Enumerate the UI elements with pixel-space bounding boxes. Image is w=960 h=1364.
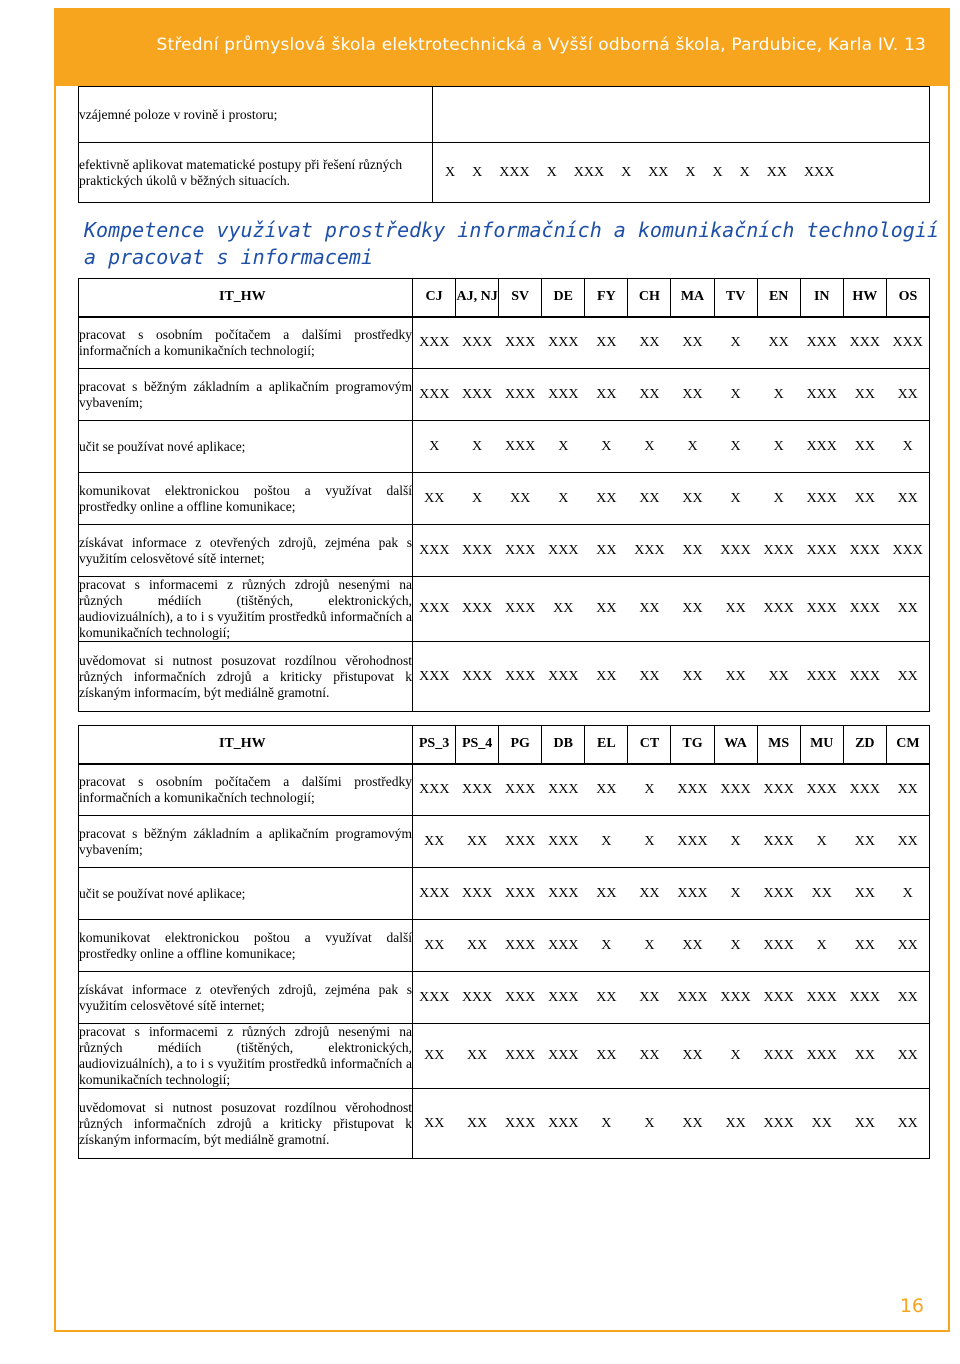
table-cell-value: XX — [456, 816, 499, 868]
table-cell-value: X — [472, 164, 483, 180]
table-cell-value: XXX — [499, 577, 542, 642]
table-cell-value: XXX — [413, 369, 456, 421]
competence-description: vzájemné poloze v rovině i prostoru; — [79, 87, 433, 143]
table-cell-value: XX — [886, 920, 929, 972]
table-cell-value: XX — [843, 369, 886, 421]
table-cell-value: XXX — [542, 972, 585, 1024]
table-cell-value: XX — [843, 1024, 886, 1089]
column-header: FY — [585, 279, 628, 317]
table-header-row — [79, 726, 930, 764]
column-header: MS — [757, 726, 800, 764]
table-cell-value: XXX — [499, 317, 542, 369]
table-cell-value: XX — [800, 1089, 843, 1159]
table-header-row — [79, 279, 930, 317]
table-cell-value: XX — [671, 642, 714, 712]
column-header: TG — [671, 726, 714, 764]
table-cell-value: XXX — [714, 972, 757, 1024]
table-cell-value: XXX — [542, 642, 585, 712]
table-cell-value: XX — [886, 473, 929, 525]
school-name-header: Střední průmyslová škola elektrotechnická a Vyšší odborná škola, Pardubice, Karla IV. 13 — [156, 35, 926, 55]
table-row — [79, 317, 930, 369]
table-cell-value: X — [886, 868, 929, 920]
table-cell-value: XXX — [456, 577, 499, 642]
table-cell-value: XX — [843, 421, 886, 473]
table-cell-value: XXX — [456, 317, 499, 369]
table-cell-value: XXX — [714, 525, 757, 577]
table-cell-value: XX — [413, 1024, 456, 1089]
table-cell-value: XXX — [456, 764, 499, 816]
table-row — [79, 143, 930, 203]
table-cell-value: XX — [886, 1024, 929, 1089]
table-cell-value: XXX — [413, 577, 456, 642]
table-cell-value: XXX — [499, 868, 542, 920]
table-cell-value: XX — [413, 473, 456, 525]
table-cell-value: XXX — [843, 642, 886, 712]
column-header: CT — [628, 726, 671, 764]
competence-description: pracovat s osobním počítačem a dalšími prostředky informačních a komunikačních technologií; — [79, 764, 413, 816]
table-cell-value: XX — [757, 317, 800, 369]
competence-description: komunikovat elektronickou poštou a využívat další prostředky online a offline komunikace; — [79, 920, 413, 972]
competence-description: uvědomovat si nutnost posuzovat rozdílnou věrohodnost různých informačních zdrojů a kriticky přistupovat k získaným informacím, být mediálně gramotní. — [79, 1089, 413, 1159]
table-cell-value: XX — [585, 577, 628, 642]
table-cell-value: XX — [843, 473, 886, 525]
table-cell-value: XXX — [542, 317, 585, 369]
table-cell-value: XXX — [413, 317, 456, 369]
column-header: CH — [628, 279, 671, 317]
table-cell-value: XX — [671, 317, 714, 369]
competence-description: efektivně aplikovat matematické postupy při řešení různých praktických úkolů v běžných situacích. — [79, 143, 433, 203]
table-cell-value: XX — [413, 1089, 456, 1159]
table-cell-value: XX — [843, 868, 886, 920]
table-cell-value: X — [739, 164, 750, 180]
competence-description: uvědomovat si nutnost posuzovat rozdílnou věrohodnost různých informačních zdrojů a kriticky přistupovat k získaným informacím, být mediálně gramotní. — [79, 642, 413, 712]
table-cell-value: XXX — [843, 317, 886, 369]
table-cell-value: X — [671, 421, 714, 473]
table-cell-value: XX — [714, 642, 757, 712]
table-cell-value: XXX — [843, 972, 886, 1024]
table-cell-value: X — [621, 164, 632, 180]
table-cell-value: XXX — [542, 525, 585, 577]
table-cell-value: XXX — [456, 972, 499, 1024]
table-cell-value: XXX — [757, 1024, 800, 1089]
table-cell-value: XX — [671, 369, 714, 421]
table-cell-value: XXX — [800, 764, 843, 816]
table-cell-value: XXX — [800, 525, 843, 577]
column-header: PS_3 — [413, 726, 456, 764]
table-cell-value: XXX — [671, 972, 714, 1024]
table-cell-value: XX — [585, 1024, 628, 1089]
table-cell-value: XXX — [542, 816, 585, 868]
table-cell-value: XX — [714, 1089, 757, 1159]
table-cell-value: XX — [456, 1024, 499, 1089]
table-cell-value: X — [585, 1089, 628, 1159]
table-cell-value: XXX — [499, 972, 542, 1024]
table-row — [79, 577, 930, 642]
column-header: SV — [499, 279, 542, 317]
column-header: DE — [542, 279, 585, 317]
table-cell-value: X — [800, 920, 843, 972]
table-cell-value: XX — [843, 920, 886, 972]
table-cell-value: XX — [628, 473, 671, 525]
competence-description: pracovat s běžným základním a aplikačním programovým vybavením; — [79, 816, 413, 868]
table-cell-value: XXX — [499, 920, 542, 972]
table-cell-value: XX — [886, 577, 929, 642]
table-cell-value: X — [628, 920, 671, 972]
table-cell-value: XXX — [499, 1089, 542, 1159]
table-cell-value: XXX — [542, 1089, 585, 1159]
table-cell-value: X — [628, 764, 671, 816]
table-cell-value: XX — [757, 642, 800, 712]
table-cell-value: XX — [585, 317, 628, 369]
table-cell-value: X — [714, 816, 757, 868]
value-strip — [433, 143, 930, 203]
table-cell-value: XX — [671, 920, 714, 972]
table-cell-value: XXX — [800, 1024, 843, 1089]
table-cell-value: XX — [499, 473, 542, 525]
table-cell-value: XXX — [413, 642, 456, 712]
table-header-label: IT_HW — [79, 726, 413, 764]
table-cell-value: XX — [671, 577, 714, 642]
table-cell-value: XX — [585, 525, 628, 577]
table-cell-value: XX — [585, 642, 628, 712]
competence-description: pracovat s osobním počítačem a dalšími prostředky informačních a komunikačních technologií; — [79, 317, 413, 369]
column-header: WA — [714, 726, 757, 764]
competence-description: učit se používat nové aplikace; — [79, 421, 413, 473]
table-cell-value: XX — [585, 764, 628, 816]
table-cell-value: X — [757, 369, 800, 421]
table-cell-value: XXX — [886, 525, 929, 577]
table-cell-value: XX — [886, 642, 929, 712]
column-header: CM — [886, 726, 929, 764]
table-cell-value: X — [714, 421, 757, 473]
page-number: 16 — [899, 1295, 924, 1317]
table-cell-value: XXX — [542, 920, 585, 972]
table-cell-value: X — [542, 473, 585, 525]
table-cell-value: XX — [456, 1089, 499, 1159]
table-cell-value: XXX — [499, 816, 542, 868]
table-cell-value: X — [757, 473, 800, 525]
table-row — [79, 1089, 930, 1159]
table-cell-value: XXX — [499, 764, 542, 816]
table-cell-value: XX — [628, 868, 671, 920]
table-cell-value: XXX — [757, 525, 800, 577]
table-cell-value: XXX — [573, 164, 605, 180]
table-cell-value: XXX — [800, 642, 843, 712]
table-cell-value: X — [542, 421, 585, 473]
table-cell-value: XXX — [757, 764, 800, 816]
column-header: EN — [757, 279, 800, 317]
table-cell-value: XXX — [757, 920, 800, 972]
table-cell-value: XX — [628, 642, 671, 712]
column-header: MU — [800, 726, 843, 764]
table-cell-value: XX — [886, 1089, 929, 1159]
table-cell-value: X — [628, 1089, 671, 1159]
competence-table-2 — [78, 725, 930, 1159]
table-cell-value: XXX — [804, 164, 835, 180]
section-heading-line2: a pracovat s informacemi — [84, 245, 373, 269]
table-cell-value: XXX — [413, 972, 456, 1024]
continued-table — [78, 86, 930, 203]
table-row — [79, 972, 930, 1024]
table-cell-value: XX — [413, 816, 456, 868]
table-cell-value: X — [585, 920, 628, 972]
table-cell-value: X — [628, 816, 671, 868]
table-row — [79, 764, 930, 816]
table-cell-value: XX — [843, 816, 886, 868]
table-cell-value: X — [585, 816, 628, 868]
table-row — [79, 369, 930, 421]
table-cell-value: XXX — [542, 764, 585, 816]
table-cell-value: XXX — [413, 525, 456, 577]
table-cell-value: XX — [766, 164, 788, 180]
table-cell-value: XX — [800, 868, 843, 920]
table-cell-value: XXX — [671, 764, 714, 816]
table-cell-value: XXX — [542, 369, 585, 421]
table-cell-value: XXX — [499, 1024, 542, 1089]
table-cell-value: X — [886, 421, 929, 473]
table-cell-value: XXX — [800, 317, 843, 369]
table-cell-value: XXX — [456, 868, 499, 920]
table-cell-value: X — [585, 421, 628, 473]
table-cell-value: XXX — [456, 369, 499, 421]
table-cell-value: X — [456, 421, 499, 473]
table-cell-value: XX — [671, 473, 714, 525]
table-row — [79, 421, 930, 473]
column-header: PS_4 — [456, 726, 499, 764]
table-cell-value: XX — [671, 1089, 714, 1159]
table-cell-value: XXX — [628, 525, 671, 577]
column-header: OS — [886, 279, 929, 317]
column-header: MA — [671, 279, 714, 317]
table-cell-value: XX — [413, 920, 456, 972]
table-row — [79, 1024, 930, 1089]
table-row — [79, 87, 930, 143]
table-cell-value: XXX — [843, 525, 886, 577]
column-header: HW — [843, 279, 886, 317]
table-cell-value: XXX — [714, 764, 757, 816]
section-heading-line1: Kompetence využívat prostředky informačních a komunikačních technologií — [84, 218, 939, 242]
table-cell-value: X — [714, 473, 757, 525]
competence-description: učit se používat nové aplikace; — [79, 868, 413, 920]
table-cell-value: XXX — [843, 577, 886, 642]
table-cell-value: XX — [886, 816, 929, 868]
table-cell-value: XXX — [413, 868, 456, 920]
table-cell-value: XXX — [843, 764, 886, 816]
table-cell-value: XX — [585, 369, 628, 421]
competence-description: získávat informace z otevřených zdrojů, zejména pak s využitím celosvětové sítě internet; — [79, 972, 413, 1024]
table-header-label: IT_HW — [79, 279, 413, 317]
table-cell-value: XX — [714, 577, 757, 642]
competence-table-1 — [78, 278, 930, 712]
table-cell-value: XXX — [456, 642, 499, 712]
table-cell-value: XX — [628, 972, 671, 1024]
table-cell-value: X — [714, 920, 757, 972]
table-cell-value: X — [757, 421, 800, 473]
table-cell-value: XXX — [413, 764, 456, 816]
table-cell-value: X — [714, 868, 757, 920]
competence-description: získávat informace z otevřených zdrojů, zejména pak s využitím celosvětové sítě internet; — [79, 525, 413, 577]
table-cell-value: XX — [628, 317, 671, 369]
table-cell-value: XX — [585, 868, 628, 920]
competence-description: pracovat s informacemi z různých zdrojů nesenými na různých médiích (tištěných, elektronických, audiovizuálních), a to i s využitím prostředků informačních a komunikačních technologií; — [79, 1024, 412, 1087]
table-row — [79, 525, 930, 577]
table-cell-value: X — [456, 473, 499, 525]
table-cell-value: X — [546, 164, 557, 180]
table-cell-value: XXX — [671, 868, 714, 920]
table-cell-value: XX — [843, 1089, 886, 1159]
table-cell-value: XXX — [757, 972, 800, 1024]
column-header: EL — [585, 726, 628, 764]
table-cell-value: XX — [628, 1024, 671, 1089]
empty-cell — [433, 87, 930, 143]
table-cell-value: XX — [671, 525, 714, 577]
table-row — [79, 816, 930, 868]
table-cell-value: XX — [648, 164, 669, 180]
table-cell-value: XXX — [499, 421, 542, 473]
table-cell-value: XXX — [757, 577, 800, 642]
table-cell-value: XXX — [800, 369, 843, 421]
table-row — [79, 473, 930, 525]
table-cell-value: XXX — [671, 816, 714, 868]
table-cell-value: XXX — [886, 317, 929, 369]
table-cell-value: XX — [585, 473, 628, 525]
table-row — [79, 920, 930, 972]
table-cell-value: XX — [542, 577, 585, 642]
table-cell-value: XXX — [499, 369, 542, 421]
column-header: DB — [542, 726, 585, 764]
table-cell-value: XXX — [800, 972, 843, 1024]
competence-description: pracovat s informacemi z různých zdrojů nesenými na různých médiích (tištěných, elektronických, audiovizuálních), a to i s využitím prostředků informačních a komunikačních technologií; — [79, 577, 412, 640]
table-cell-value: XXX — [800, 473, 843, 525]
table-cell-value: X — [685, 164, 696, 180]
table-cell-value: XXX — [542, 1024, 585, 1089]
table-cell-value: XXX — [499, 164, 530, 180]
column-header: PG — [499, 726, 542, 764]
table-cell-value: XXX — [800, 421, 843, 473]
column-header: CJ — [413, 279, 456, 317]
table-cell-value: X — [628, 421, 671, 473]
table-cell-value: X — [413, 421, 456, 473]
table-cell-value: X — [714, 369, 757, 421]
table-row — [79, 642, 930, 712]
column-header: ZD — [843, 726, 886, 764]
table-cell-value: X — [714, 317, 757, 369]
table-row — [79, 868, 930, 920]
table-cell-value: XX — [671, 1024, 714, 1089]
table-cell-value: X — [445, 164, 456, 180]
column-header: TV — [714, 279, 757, 317]
table-cell-value: XX — [628, 577, 671, 642]
table-cell-value: X — [800, 816, 843, 868]
table-cell-value: X — [712, 164, 723, 180]
table-cell-value: XXX — [456, 525, 499, 577]
table-cell-value: XXX — [499, 525, 542, 577]
table-cell-value: XXX — [499, 642, 542, 712]
table-cell-value: XX — [886, 972, 929, 1024]
table-cell-value: XX — [585, 972, 628, 1024]
table-cell-value: XX — [456, 920, 499, 972]
table-cell-value: XX — [886, 369, 929, 421]
competence-description: komunikovat elektronickou poštou a využívat další prostředky online a offline komunikace; — [79, 473, 413, 525]
table-cell-value: XXX — [757, 816, 800, 868]
table-cell-value: XX — [886, 764, 929, 816]
competence-description: pracovat s běžným základním a aplikačním programovým vybavením; — [79, 369, 413, 421]
column-header: AJ, NJ — [456, 279, 499, 317]
table-cell-value: XX — [628, 369, 671, 421]
column-header: IN — [800, 279, 843, 317]
table-cell-value: XXX — [800, 577, 843, 642]
table-cell-value: XXX — [542, 868, 585, 920]
table-cell-value: XXX — [757, 868, 800, 920]
table-cell-value: XXX — [757, 1089, 800, 1159]
table-cell-value: X — [714, 1024, 757, 1089]
